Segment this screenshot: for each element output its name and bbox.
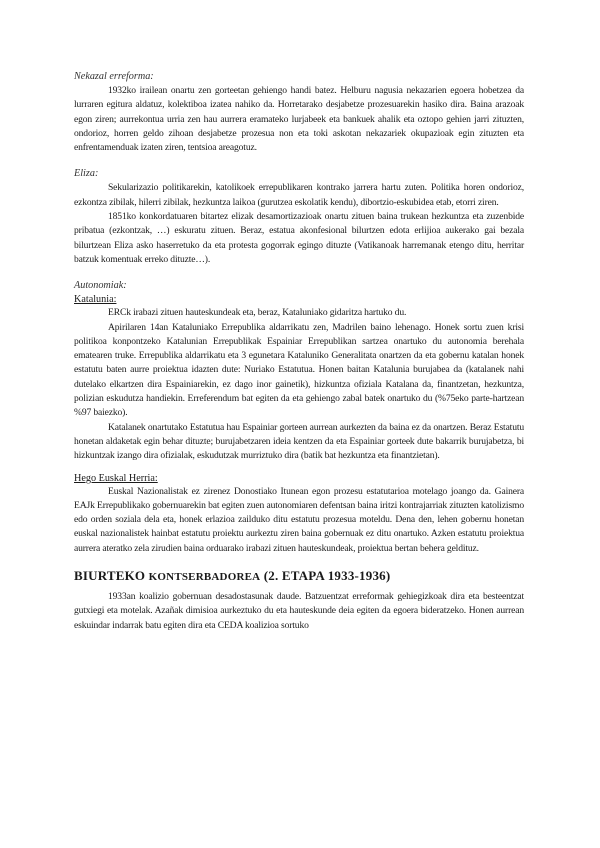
subsection-title-katalunia: Katalunia: [74,294,117,306]
paragraph: 1932ko irailean onartu zen gorteetan gehiengo handi batez. Helburu nagusia nekazarien egoera hobetzea da lurraren egitura aldatuz, kolektiboa izatea nahiko da. Horretarako desjabetze prozesuarekin hasiko dira. Baina arazoak egon ziren; aurrekontua urria zen hau aurrera eramateko lurjabeek eta bankuek ahalik eta oztopo gehien jarri zituzten, ondorioz, horren geldo zihoan desjabetze prozesua non eta toki askotan nekazariek okupazioak egin zituzten eta enfrentamenduak izaten ziren, tentsioa areagotuz. [74,85,524,154]
section-title: Autonomiak: [74,280,127,292]
heading-part: KONTSERBADOREA [148,571,261,584]
section-eliza [74,167,524,267]
paragraph: Euskal Nazionalistak ez zirenez Donostiako Itunean egon prozesu estatutarioa motelago joango da. Gainera EAJk Errepublikako gobernuarekin bat egiten zuen autonomiaren defentsan baina iritzi kontrajarriak zituzten katolizismo edo orden soziala dela eta, honek erlazioa zailduko ditu estatutu prozesua moteldu. Dena den, lehen gobernu honetan euskal nazionalistek hainbat estatutu proiektu aurkeztu ziren baina gobernuak ez ditu onartuko. Azken estatutu proiektua aurrera ateratko zela zirudien baina orduarako irabazi zituen hauteskundeak, proiektua bertan behera geldituz. [74,485,524,554]
paragraph: Sekularizazio politikarekin, katolikoek errepublikaren kontrako jarrera hartu zuten. Politika horen ondorioz, ezkontza zibilak, hilerri zibilak, hezkuntza laikoa (gurutzea eskolatik kendu), dibortzio-eskubidea etab, etorri ziren. [74,182,524,208]
document-page [74,70,524,633]
paragraph: Katalanek onartutako Estatutua hau Espainiar gorteen aurrean aurkezten da baina ez da onartzen. Beraz Estatutu honetan aldaketak egin behar dituzte; burujabetzaren ideia kentzen da eta Espainiar gorteek dute bakarrik burujabetza, bi hizkuntzak izango dira ofizialak, eskudutzak murriztuko dira (batik bat hezkuntza eta finantzietan). [74,421,524,462]
section-title: Nekazal erreforma: [74,71,154,82]
paragraph: ERCk irabazi zituen hauteskundeak eta, beraz, Kataluniako gidaritza hartuko du. [108,307,407,319]
heading-part: (2. ETAPA 1933-1936) [260,568,391,584]
section-biurteko-kontserbadorea [74,568,524,633]
section-heading [74,568,524,585]
paragraph: 1851ko konkordatuaren bitartez elizak desamortizazioak onartu zituen baina trukean hezkuntza eta zuzenbide pribatua (ezkontzak, …) eskuratu zituen. Beraz, estatua akonfesional bilurtzen edota erlijioa aukerako gai bezala bilurtzean Eliza asko haserretuko da eta protesta gogorrak egingo dituzte (Vatikanoak harremanak etengo ditu, herritar batzuk komentuak erreko dituzte…). [74,211,524,265]
section-title: Eliza: [74,168,99,180]
paragraph: Apirilaren 14an Kataluniako Errepublika aldarrikatu zen, Madrilen baino lehenago. Honek sortu zuen krisi politikoa konpontzeko Katalunian Errepublikak Espainiar Errepublikan sartzea onartuko du autonomia berehala ematearen truke. Errepublika aldarrikatu eta 3 egunetara Kataluniko Generalitata onartzen da eta gobernu katalan honek estatutu baten aurre proiektua idazten dute: Nuriako Estatutua. Honen baitan Katalunia burujabea da (katalanek nahi dutelako elkartzen dira Espainiarekin, ez dago inor gainetik), hizkuntza ofiziala Katalana da, finantzetan, hezkuntza, polizian eskudutza handiekin. Erreferendum bat egiten da eta gehiengo zabal batek onartuko du (%75eko parte-hartzean %97 baiezko). [74,321,524,419]
section-autonomiak [74,279,524,556]
subsection-title-hego-euskal-herria: Hego Euskal Herria: [74,472,158,484]
heading-part: BIURTEKO [74,568,149,584]
section-nekazal-erreforma [74,70,524,155]
paragraph: 1933an koalizio gobernuan desadostasunak daude. Batzuentzat erreformak gehiegizkoak dira eta besteentzat gutxiegi eta motelak. Azañak dimisioa aurkeztuko du eta hauteskunde deia egiten da egoera bideratzeko. Honen aurrean eskuindar indarrak batu egiten dira eta CEDA koalizioa sortuko [74,591,524,631]
